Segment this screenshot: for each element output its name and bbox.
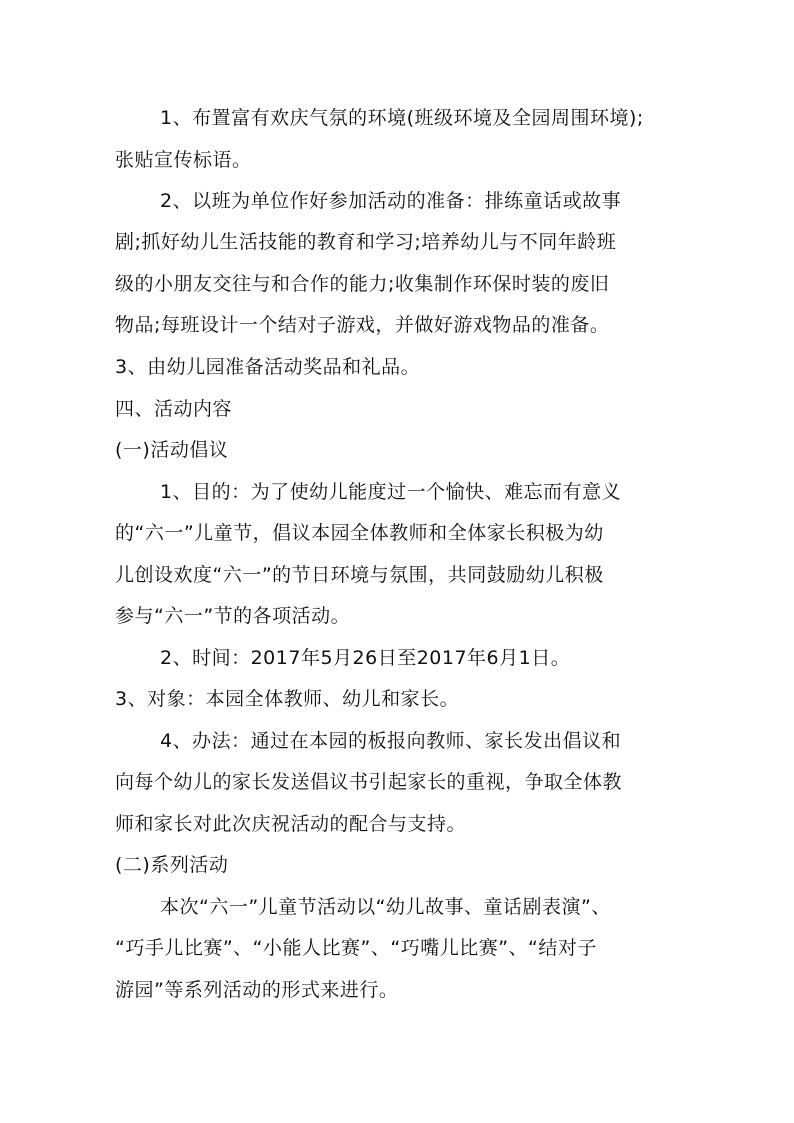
subsection-heading: (一)活动倡议 (115, 439, 229, 461)
paragraph-line: 3、对象：本园全体教师、幼儿和家长。 (115, 688, 460, 710)
paragraph-line: 级的小朋友交往与和合作的能力;收集制作环保时装的废旧 (115, 273, 610, 295)
paragraph-line: 儿创设欢度“六一”的节日环境与氛围，共同鼓励幼儿积极 (115, 564, 604, 586)
paragraph-line: 2、以班为单位作好参加活动的准备：排练童话或故事 (160, 190, 622, 212)
paragraph-line: 1、目的：为了使幼儿能度过一个愉快、难忘而有意义 (160, 481, 622, 503)
paragraph-line: 4、办法：通过在本园的板报向教师、家长发出倡议和 (160, 730, 622, 752)
paragraph-line: 师和家长对此次庆祝活动的配合与支持。 (115, 813, 467, 835)
paragraph-line: 3、由幼儿园准备活动奖品和礼品。 (115, 356, 421, 378)
paragraph-line: 参与“六一”节的各项活动。 (115, 605, 351, 627)
paragraph-line: 游园”等系列活动的形式来进行。 (115, 979, 399, 1001)
paragraph-line: 的“六一”儿童节，倡议本园全体教师和全体家长积极为幼 (115, 522, 604, 544)
paragraph-line: 1、布置富有欢庆气氛的环境(班级环境及全园周围环境); (160, 107, 644, 129)
subsection-heading: (二)系列活动 (115, 854, 229, 876)
paragraph-line: 2、时间：2017年5月26日至2017年6月1日。 (160, 647, 571, 669)
paragraph-line: 剧;抓好幼儿生活技能的教育和学习;培养幼儿与不同年龄班 (115, 231, 617, 253)
section-heading: 四、活动内容 (115, 398, 233, 420)
paragraph-line: 张贴宣传标语。 (115, 149, 252, 171)
paragraph-line: “巧手儿比赛”、“小能人比赛”、“巧嘴儿比赛”、“结对子 (115, 937, 597, 959)
paragraph-line: 物品;每班设计一个结对子游戏，并做好游戏物品的准备。 (115, 314, 610, 336)
paragraph-line: 向每个幼儿的家长发送倡议书引起家长的重视，争取全体教 (115, 771, 623, 793)
paragraph-line: 本次“六一”儿童节活动以“幼儿故事、童话剧表演”、 (160, 896, 611, 918)
